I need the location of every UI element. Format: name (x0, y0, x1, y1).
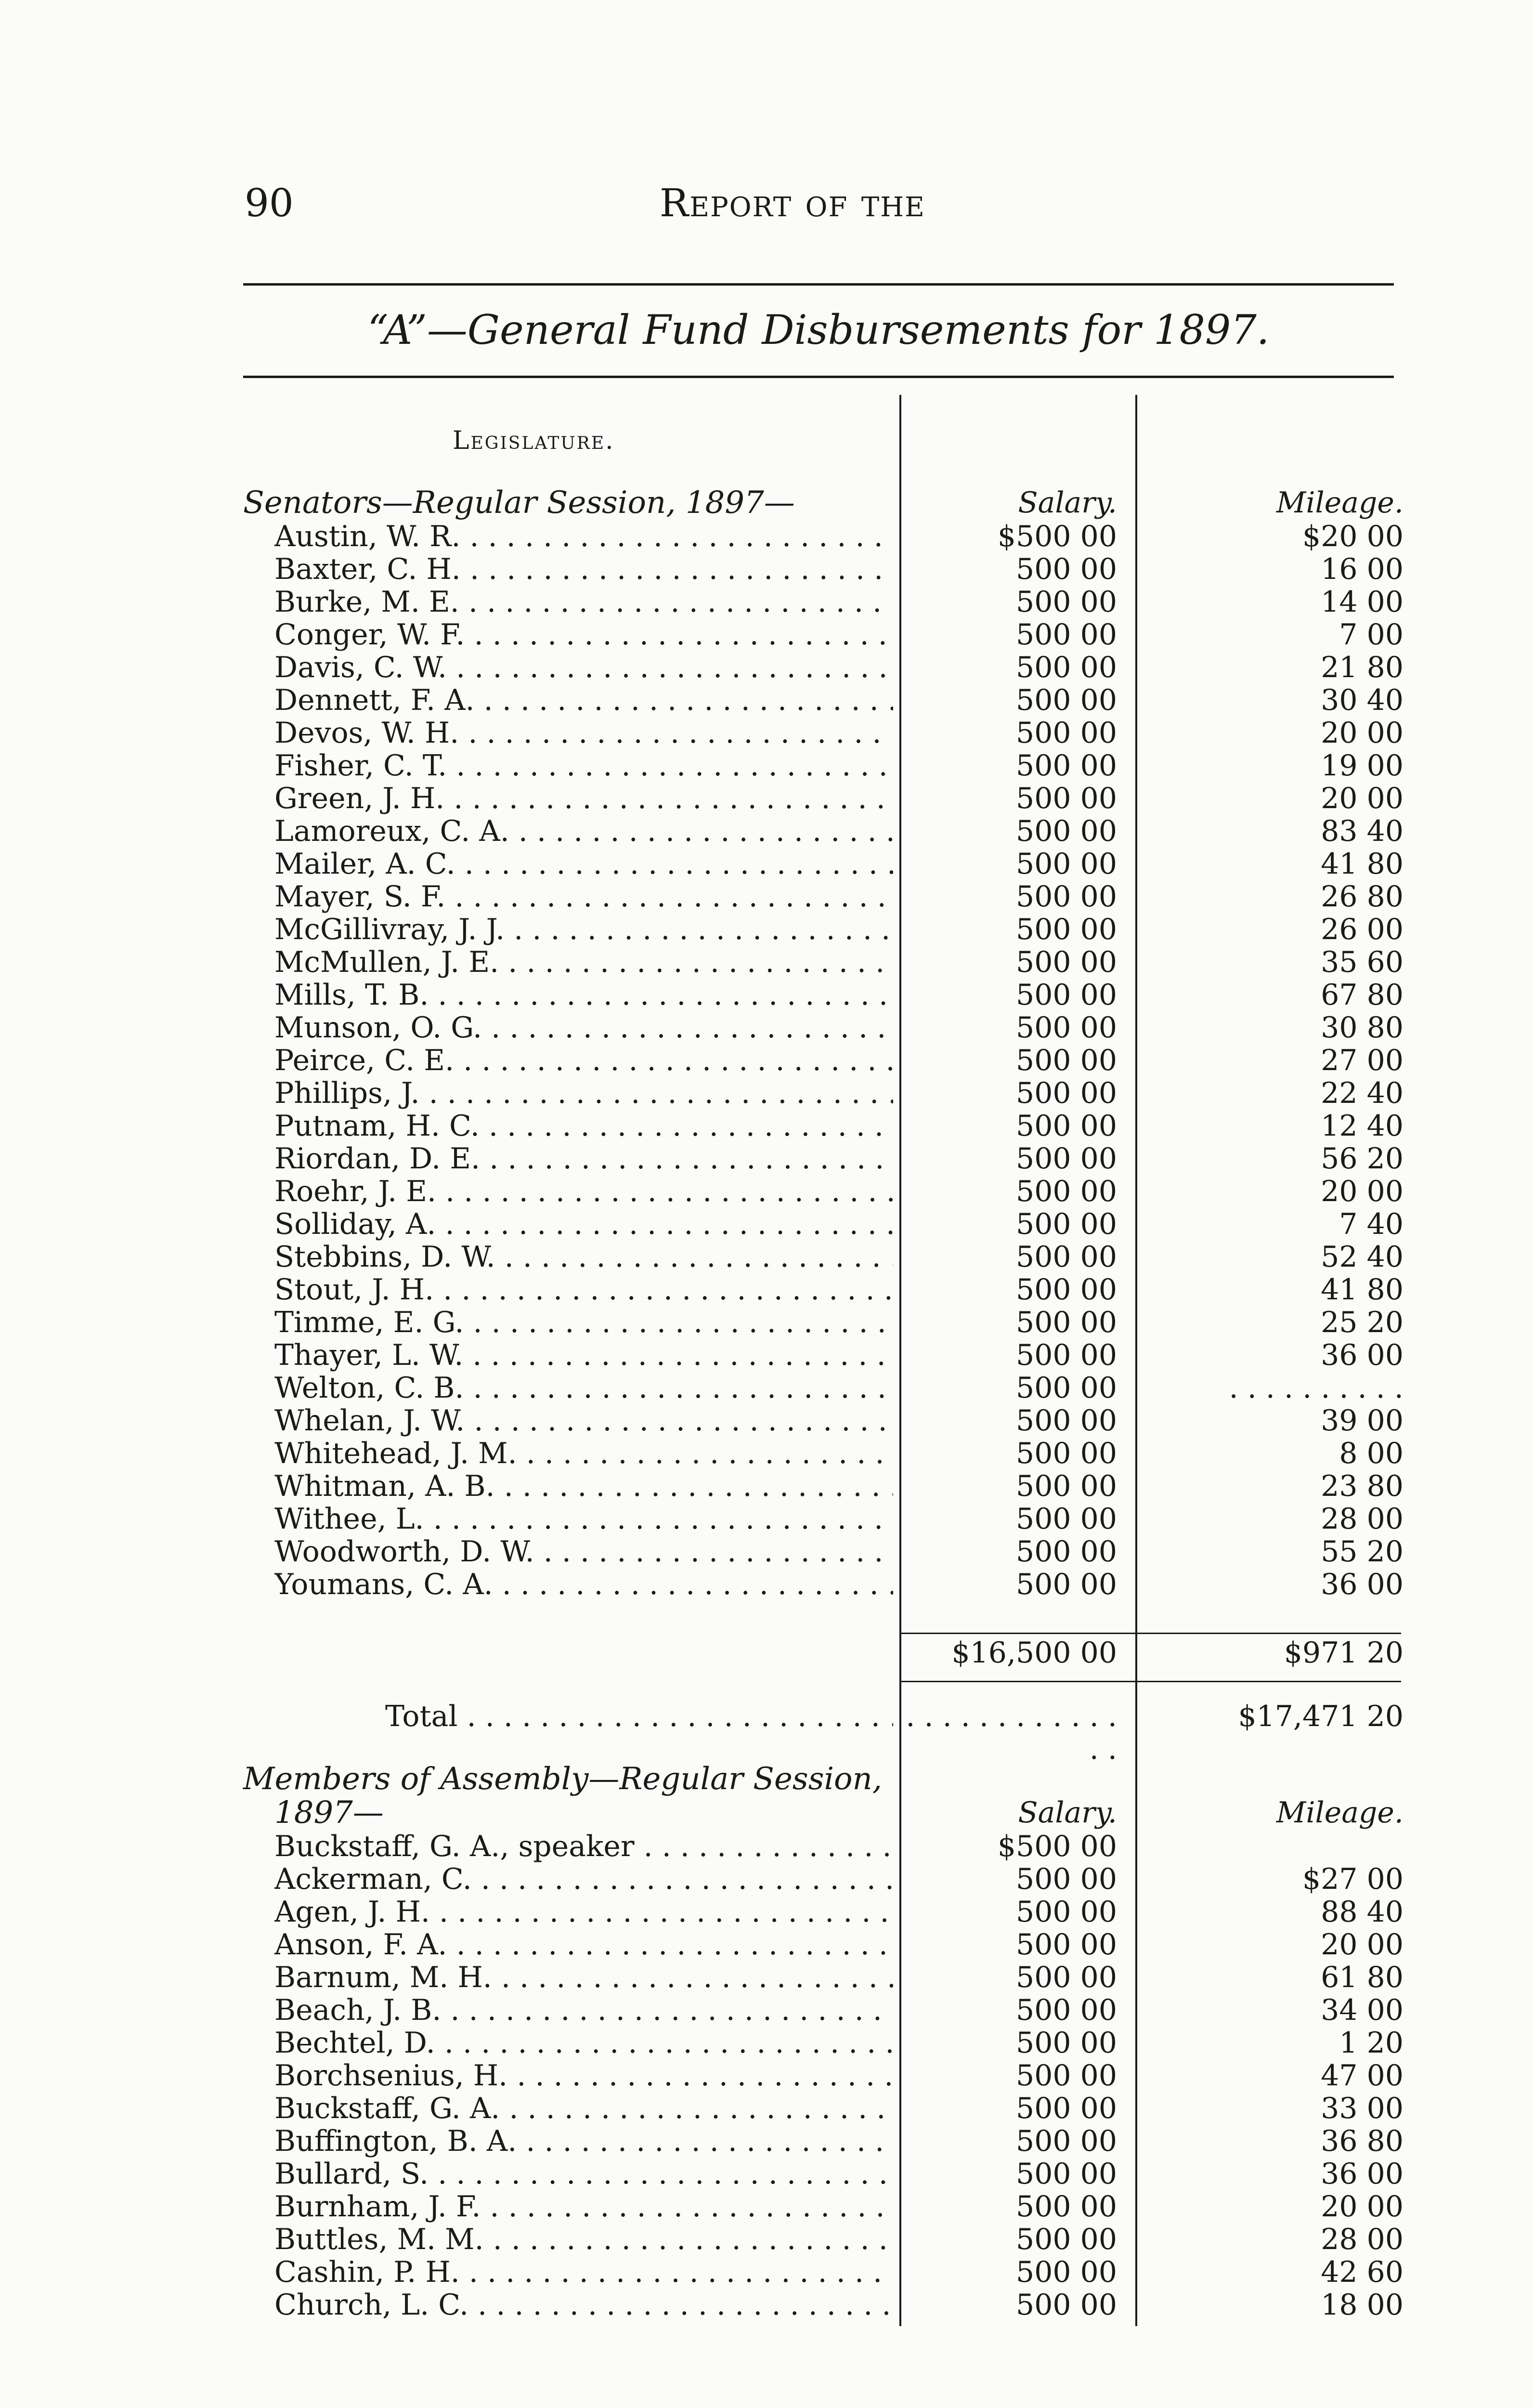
table-row (0, 651, 1533, 684)
table-row (0, 684, 1533, 717)
table-row (0, 1404, 1533, 1437)
table-row (0, 1241, 1533, 1273)
salary-value: 500 00 (1016, 2157, 1117, 2191)
member-name: Putnam, H. C. . . . (274, 1110, 893, 1142)
salary-value: 500 00 (1016, 651, 1117, 684)
member-name: Green, J. H. . . . (274, 782, 893, 815)
salary-value: 500 00 (1016, 716, 1117, 750)
member-name: Buffington, B. A. . . . (274, 2125, 893, 2158)
mileage-value: 47 00 (1321, 2059, 1403, 2093)
member-name: Buckstaff, G. A., speaker . . . (274, 1830, 893, 1863)
member-name: Stout, J. H. . . . (274, 1273, 893, 1306)
running-head: Report of the (660, 181, 925, 225)
table-row (0, 2256, 1533, 2289)
mileage-value: 36 80 (1321, 2124, 1403, 2158)
salary-value: 500 00 (1016, 2190, 1117, 2224)
salary-value: 500 00 (1016, 880, 1117, 914)
mileage-value: 12 40 (1321, 1109, 1403, 1143)
member-name: Beach, J. B. . . . (274, 1994, 893, 2027)
mileage-value: 36 00 (1321, 2157, 1403, 2191)
table-row (0, 586, 1533, 618)
salary-value: 500 00 (1016, 1371, 1117, 1405)
table-row (0, 848, 1533, 880)
mileage-value: 36 00 (1321, 1568, 1403, 1601)
salary-value: 500 00 (1016, 1338, 1117, 1372)
member-name: Lamoreux, C. A. . . . (274, 815, 893, 848)
salary-value: 500 00 (1016, 2223, 1117, 2256)
salary-value: $500 00 (997, 1830, 1117, 1863)
member-name: Conger, W. F. . . . (274, 618, 893, 651)
mileage-value: 56 20 (1321, 1142, 1403, 1176)
salary-value: 500 00 (1016, 1011, 1117, 1045)
member-name: Austin, W. R. . . . (274, 520, 893, 553)
table-row (0, 553, 1533, 586)
mileage-value: 18 00 (1321, 2288, 1403, 2322)
salary-value: 500 00 (1016, 1993, 1117, 2027)
senators-salary-subtotal: $16,500 00 (951, 1636, 1117, 1670)
table-row (0, 782, 1533, 815)
mileage-value: 28 00 (1321, 2223, 1403, 2256)
total-label: Total . . . (385, 1700, 893, 1733)
member-name: Cashin, P. H. . . . (274, 2256, 893, 2289)
mileage-value: 67 80 (1321, 978, 1403, 1012)
member-name: Buckstaff, G. A. . . . (274, 2092, 893, 2125)
mileage-value: 8 00 (1339, 1437, 1403, 1470)
mileage-value: $20 00 (1302, 520, 1403, 553)
mileage-value: 35 60 (1321, 945, 1403, 979)
page-header (0, 179, 1533, 237)
table-row (0, 815, 1533, 848)
member-name: McGillivray, J. J. . . . (274, 913, 893, 946)
salary-value: 500 00 (1016, 2026, 1117, 2060)
mileage-value: 52 40 (1321, 1240, 1403, 1274)
senators-salary-header: Salary. (1018, 486, 1117, 520)
salary-value: 500 00 (1016, 1437, 1117, 1470)
senators-mileage-header: Mileage. (1276, 486, 1403, 520)
table-row (0, 618, 1533, 651)
salary-value: 500 00 (1016, 1961, 1117, 1994)
table-row (0, 2027, 1533, 2059)
assembly-heading-line1: Members of Assembly—Regular Session, (243, 1761, 883, 1797)
salary-value: 500 00 (1016, 2059, 1117, 2093)
salary-value: 500 00 (1016, 1142, 1117, 1176)
mileage-value: 30 40 (1321, 683, 1403, 717)
mileage-value: 20 00 (1321, 1928, 1403, 1962)
member-name: Anson, F. A. . . . (274, 1928, 893, 1961)
total-salary-dots: . . . . . . . . . . . . . . (906, 1700, 1117, 1766)
senators-heading: Senators—Regular Session, 1897— (243, 485, 795, 521)
table-row (0, 1863, 1533, 1896)
table-row (0, 880, 1533, 913)
table-row (0, 1339, 1533, 1372)
table-row (0, 1470, 1533, 1503)
member-name: Buttles, M. M. . . . (274, 2223, 893, 2256)
mileage-value: 20 00 (1321, 716, 1403, 750)
member-name: Peirce, C. E. . . . (274, 1044, 893, 1077)
mileage-value: 26 00 (1321, 913, 1403, 946)
mileage-value: 16 00 (1321, 552, 1403, 586)
table-row (0, 1830, 1533, 1863)
salary-value: 500 00 (1016, 814, 1117, 848)
member-name: Stebbins, D. W. . . . (274, 1241, 893, 1273)
salary-value: 500 00 (1016, 749, 1117, 783)
salary-value: 500 00 (1016, 585, 1117, 619)
table-row (0, 1535, 1533, 1568)
salary-value: 500 00 (1016, 913, 1117, 946)
mileage-value: 20 00 (1321, 782, 1403, 815)
page-number: 90 (245, 181, 294, 225)
member-name: Borchsenius, H. . . . (274, 2059, 893, 2092)
mileage-value: 83 40 (1321, 814, 1403, 848)
salary-value: 500 00 (1016, 2092, 1117, 2125)
member-name: Mayer, S. F. . . . (274, 880, 893, 913)
member-name: Burke, M. E. . . . (274, 586, 893, 618)
mileage-value: 36 00 (1321, 1338, 1403, 1372)
member-name: Agen, J. H. . . . (274, 1896, 893, 1928)
salary-value: 500 00 (1016, 1502, 1117, 1536)
salary-value: 500 00 (1016, 1862, 1117, 1896)
table-row (0, 2190, 1533, 2223)
member-name: Ackerman, C. . . . (274, 1863, 893, 1896)
member-name: Bullard, S. . . . (274, 2158, 893, 2190)
salary-value: 500 00 (1016, 1306, 1117, 1339)
mileage-value: 20 00 (1321, 2190, 1403, 2224)
mileage-value: 41 80 (1321, 1273, 1403, 1307)
mileage-value: 27 00 (1321, 1044, 1403, 1077)
mileage-value: 20 00 (1321, 1175, 1403, 1208)
mileage-value: 30 80 (1321, 1011, 1403, 1045)
salary-value: 500 00 (1016, 2288, 1117, 2322)
mileage-value: $27 00 (1302, 1862, 1403, 1896)
mileage-value: 41 80 (1321, 847, 1403, 881)
table-row (0, 2059, 1533, 2092)
table-row (0, 979, 1533, 1011)
mileage-value: 88 40 (1321, 1895, 1403, 1929)
member-name: Solliday, A. . . . (274, 1208, 893, 1241)
member-name: Riordan, D. E. . . . (274, 1142, 893, 1175)
salary-value: 500 00 (1016, 1895, 1117, 1929)
mileage-value: 21 80 (1321, 651, 1403, 684)
table-row (0, 1077, 1533, 1110)
senators-total-row (0, 1700, 1533, 1766)
table-row (0, 1208, 1533, 1241)
member-name: Withee, L. . . . (274, 1503, 893, 1535)
salary-value: $500 00 (997, 520, 1117, 553)
table-row (0, 1273, 1533, 1306)
salary-value: 500 00 (1016, 978, 1117, 1012)
table-row (0, 1372, 1533, 1404)
member-name: McMullen, J. E. . . . (274, 946, 893, 979)
salary-value: 500 00 (1016, 1240, 1117, 1274)
member-name: Mills, T. B. . . . (274, 979, 893, 1011)
member-name: Phillips, J. . . . (274, 1077, 893, 1110)
mileage-value: 42 60 (1321, 2255, 1403, 2289)
member-name: Thayer, L. W. . . . (274, 1339, 893, 1372)
page-title: “A”—General Fund Disbursements for 1897. (367, 306, 1270, 353)
salary-value: 500 00 (1016, 2124, 1117, 2158)
salary-value: 500 00 (1016, 1207, 1117, 1241)
mileage-value: 28 00 (1321, 1502, 1403, 1536)
title-rule (243, 376, 1394, 378)
salary-value: 500 00 (1016, 1535, 1117, 1569)
member-name: Youmans, C. A. . . . (274, 1568, 893, 1601)
senators-subtotal-row (0, 1636, 1533, 1669)
mileage-value: 14 00 (1321, 585, 1403, 619)
table-row (0, 1044, 1533, 1077)
mileage-value: 55 20 (1321, 1535, 1403, 1569)
senators-total: $17,471 20 (1238, 1700, 1403, 1733)
salary-value: 500 00 (1016, 1469, 1117, 1503)
section-heading: Legislature. (453, 426, 615, 455)
salary-value: 500 00 (1016, 1076, 1117, 1110)
member-name: Devos, W. H. . . . (274, 717, 893, 749)
mileage-value: 23 80 (1321, 1469, 1403, 1503)
member-name: Church, L. C. . . . (274, 2289, 893, 2321)
table-row (0, 2223, 1533, 2256)
table-row (0, 2158, 1533, 2190)
table-row (0, 1928, 1533, 1961)
salary-value: 500 00 (1016, 1568, 1117, 1601)
table-row (0, 1568, 1533, 1601)
mileage-value: 33 00 (1321, 2092, 1403, 2125)
member-name: Whitehead, J. M. . . . (274, 1437, 893, 1470)
table-row (0, 749, 1533, 782)
table-row (0, 1175, 1533, 1208)
mileage-value: 26 80 (1321, 880, 1403, 914)
salary-value: 500 00 (1016, 1928, 1117, 1962)
salary-value: 500 00 (1016, 847, 1117, 881)
member-name: Whitman, A. B. . . . (274, 1470, 893, 1503)
table-row (0, 946, 1533, 979)
salary-value: 500 00 (1016, 552, 1117, 586)
salary-value: 500 00 (1016, 945, 1117, 979)
member-name: Davis, C. W. . . . (274, 651, 893, 684)
table-row (0, 1896, 1533, 1928)
salary-value: 500 00 (1016, 1044, 1117, 1077)
assembly-heading-line2: 1897— (274, 1795, 384, 1831)
member-name: Burnham, J. F. . . . (274, 2190, 893, 2223)
member-name: Welton, C. B. . . . (274, 1372, 893, 1404)
table-row (0, 913, 1533, 946)
table-row (0, 1110, 1533, 1142)
mileage-value: 25 20 (1321, 1306, 1403, 1339)
member-name: Fisher, C. T. . . . (274, 749, 893, 782)
member-name: Munson, O. G. . . . (274, 1011, 893, 1044)
salary-value: 500 00 (1016, 1109, 1117, 1143)
member-name: Dennett, F. A. . . . (274, 684, 893, 717)
table-row (0, 717, 1533, 749)
mileage-value: 19 00 (1321, 749, 1403, 783)
table-row (0, 1503, 1533, 1535)
table-row (0, 1142, 1533, 1175)
member-name: Baxter, C. H. . . . (274, 553, 893, 586)
subtotal-bottom-rule (900, 1681, 1401, 1682)
mileage-value: . . . . . . . . . . (1229, 1371, 1403, 1405)
senators-mileage-subtotal: $971 20 (1284, 1636, 1403, 1670)
mileage-value: 22 40 (1321, 1076, 1403, 1110)
salary-value: 500 00 (1016, 2255, 1117, 2289)
table-row (0, 2092, 1533, 2125)
table-row (0, 1306, 1533, 1339)
subtotal-rule (900, 1633, 1401, 1634)
salary-value: 500 00 (1016, 683, 1117, 717)
salary-value: 500 00 (1016, 1175, 1117, 1208)
mileage-value: 39 00 (1321, 1404, 1403, 1438)
member-name: Mailer, A. C. . . . (274, 848, 893, 880)
salary-value: 500 00 (1016, 1273, 1117, 1307)
top-rule (243, 283, 1394, 286)
member-name: Timme, E. G. . . . (274, 1306, 893, 1339)
salary-value: 500 00 (1016, 618, 1117, 652)
table-row (0, 1011, 1533, 1044)
member-name: Bechtel, D. . . . (274, 2027, 893, 2059)
mileage-value: 7 00 (1339, 618, 1403, 652)
member-name: Whelan, J. W. . . . (274, 1404, 893, 1437)
member-name: Barnum, M. H. . . . (274, 1961, 893, 1994)
assembly-mileage-header: Mileage. (1276, 1796, 1403, 1830)
member-name: Roehr, J. E. . . . (274, 1175, 893, 1208)
table-row (0, 520, 1533, 553)
table-row (0, 1961, 1533, 1994)
table-row (0, 2289, 1533, 2321)
table-row (0, 1437, 1533, 1470)
salary-value: 500 00 (1016, 1404, 1117, 1438)
table-row (0, 2125, 1533, 2158)
salary-value: 500 00 (1016, 782, 1117, 815)
mileage-value: 1 20 (1339, 2026, 1403, 2060)
member-name: Woodworth, D. W. . . . (274, 1535, 893, 1568)
mileage-value: 34 00 (1321, 1993, 1403, 2027)
table-row (0, 1994, 1533, 2027)
mileage-value: 7 40 (1339, 1207, 1403, 1241)
mileage-value: 61 80 (1321, 1961, 1403, 1994)
assembly-salary-header: Salary. (1018, 1796, 1117, 1830)
